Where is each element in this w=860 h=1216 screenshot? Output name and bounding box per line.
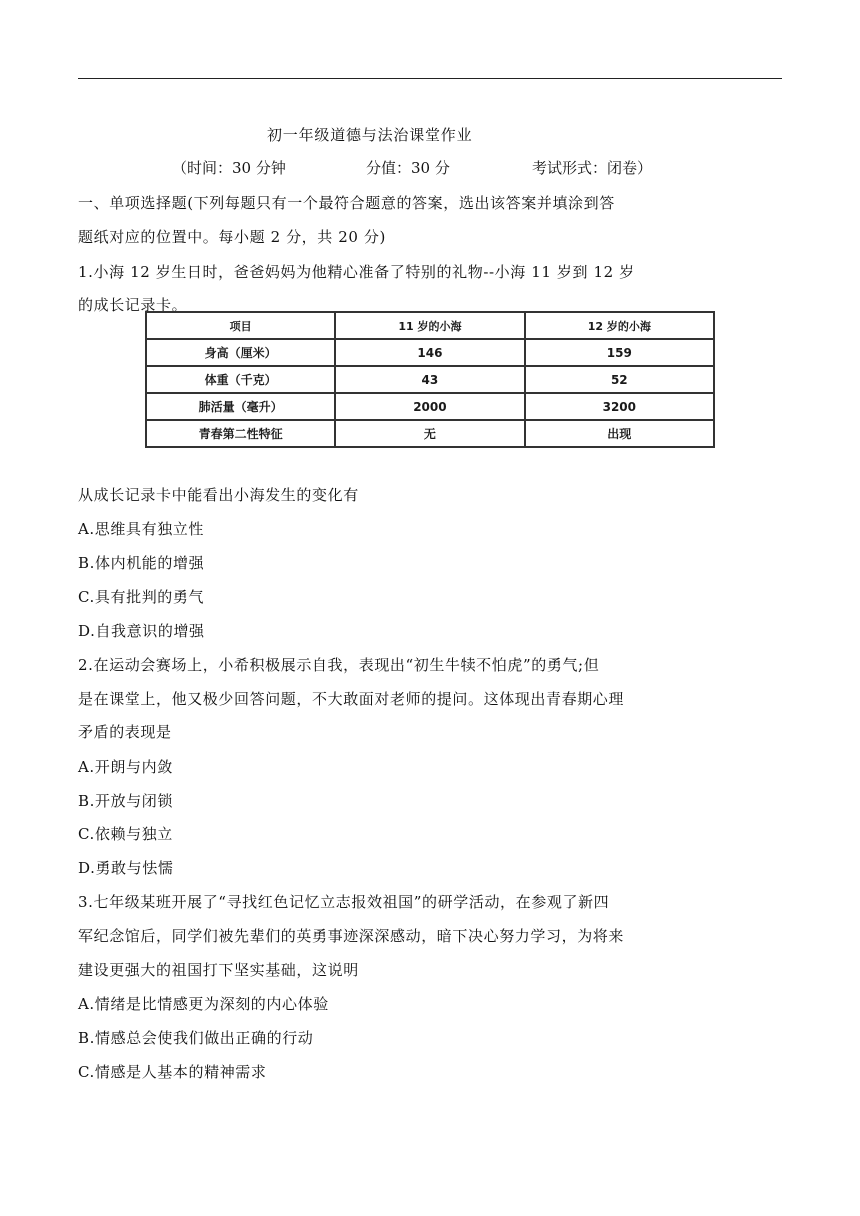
q3-option-c: C.情感是人基本的精神需求 — [78, 1063, 267, 1081]
q2-option-c: C.依赖与独立 — [78, 825, 173, 843]
table-cell: 体重（千克） — [146, 366, 335, 393]
table-cell: 159 — [525, 339, 714, 366]
growth-record-table — [145, 311, 715, 448]
header-rule — [78, 78, 782, 79]
q3-option-b: B.情感总会使我们做出正确的行动 — [78, 1029, 314, 1047]
q3-stem-line-1: 3.七年级某班开展了“寻找红色记忆立志报效祖国”的研学活动，在参观了新四 — [78, 893, 610, 911]
page-title: 初一年级道德与法治课堂作业 — [267, 126, 473, 144]
table-header-item: 项目 — [146, 312, 335, 339]
q1-stem-line-1: 1.小海 12 岁生日时，爸爸妈妈为他精心准备了特别的礼物--小海 11 岁到 12 岁 — [78, 263, 635, 281]
table-cell: 43 — [335, 366, 524, 393]
q1-option-d: D.自我意识的增强 — [78, 622, 205, 640]
table-header-age-12: 12 岁的小海 — [525, 312, 714, 339]
q2-option-b: B.开放与闭锁 — [78, 792, 173, 810]
table-cell: 3200 — [525, 393, 714, 420]
q2-option-a: A.开朗与内敛 — [78, 758, 173, 776]
table-cell: 无 — [335, 420, 524, 447]
q1-question: 从成长记录卡中能看出小海发生的变化有 — [78, 486, 359, 504]
q2-stem-line-3: 矛盾的表现是 — [78, 723, 172, 741]
q1-option-a: A.思维具有独立性 — [78, 520, 205, 538]
table-row — [146, 366, 714, 393]
q3-stem-line-3: 建设更强大的祖国打下坚实基础，这说明 — [78, 961, 359, 979]
section-instruction-line-2: 题纸对应的位置中。每小题 2 分，共 20 分) — [78, 228, 386, 246]
q3-option-a: A.情绪是比情感更为深刻的内心体验 — [78, 995, 329, 1013]
q1-stem-line-2: 的成长记录卡。 — [78, 296, 188, 314]
q2-stem-line-2: 是在课堂上，他又极少回答问题，不大敢面对老师的提问。这体现出青春期心理 — [78, 690, 625, 708]
table-row — [146, 393, 714, 420]
table-row — [146, 339, 714, 366]
section-instruction-line-1: 一、单项选择题(下列每题只有一个最符合题意的答案，选出该答案并填涂到答 — [78, 194, 615, 212]
q1-option-c: C.具有批判的勇气 — [78, 588, 205, 606]
table-row — [146, 420, 714, 447]
q2-stem-line-1: 2.在运动会赛场上，小希积极展示自我，表现出“初生牛犊不怕虎”的勇气;但 — [78, 656, 600, 674]
exam-format: 考试形式：闭卷） — [532, 159, 653, 177]
table-cell: 肺活量（毫升） — [146, 393, 335, 420]
table-header-row — [146, 312, 714, 339]
table-header-age-11: 11 岁的小海 — [335, 312, 524, 339]
table-cell: 52 — [525, 366, 714, 393]
exam-time: （时间：30 分钟 — [172, 159, 286, 177]
q1-option-b: B.体内机能的增强 — [78, 554, 205, 572]
q2-option-d: D.勇敢与怯懦 — [78, 859, 174, 877]
exam-score: 分值：30 分 — [366, 159, 450, 177]
table-cell: 146 — [335, 339, 524, 366]
table-cell: 身高（厘米） — [146, 339, 335, 366]
table-cell: 青春第二性特征 — [146, 420, 335, 447]
table-cell: 出现 — [525, 420, 714, 447]
q3-stem-line-2: 军纪念馆后，同学们被先辈们的英勇事迹深深感动，暗下决心努力学习，为将来 — [78, 927, 625, 945]
table-cell: 2000 — [335, 393, 524, 420]
